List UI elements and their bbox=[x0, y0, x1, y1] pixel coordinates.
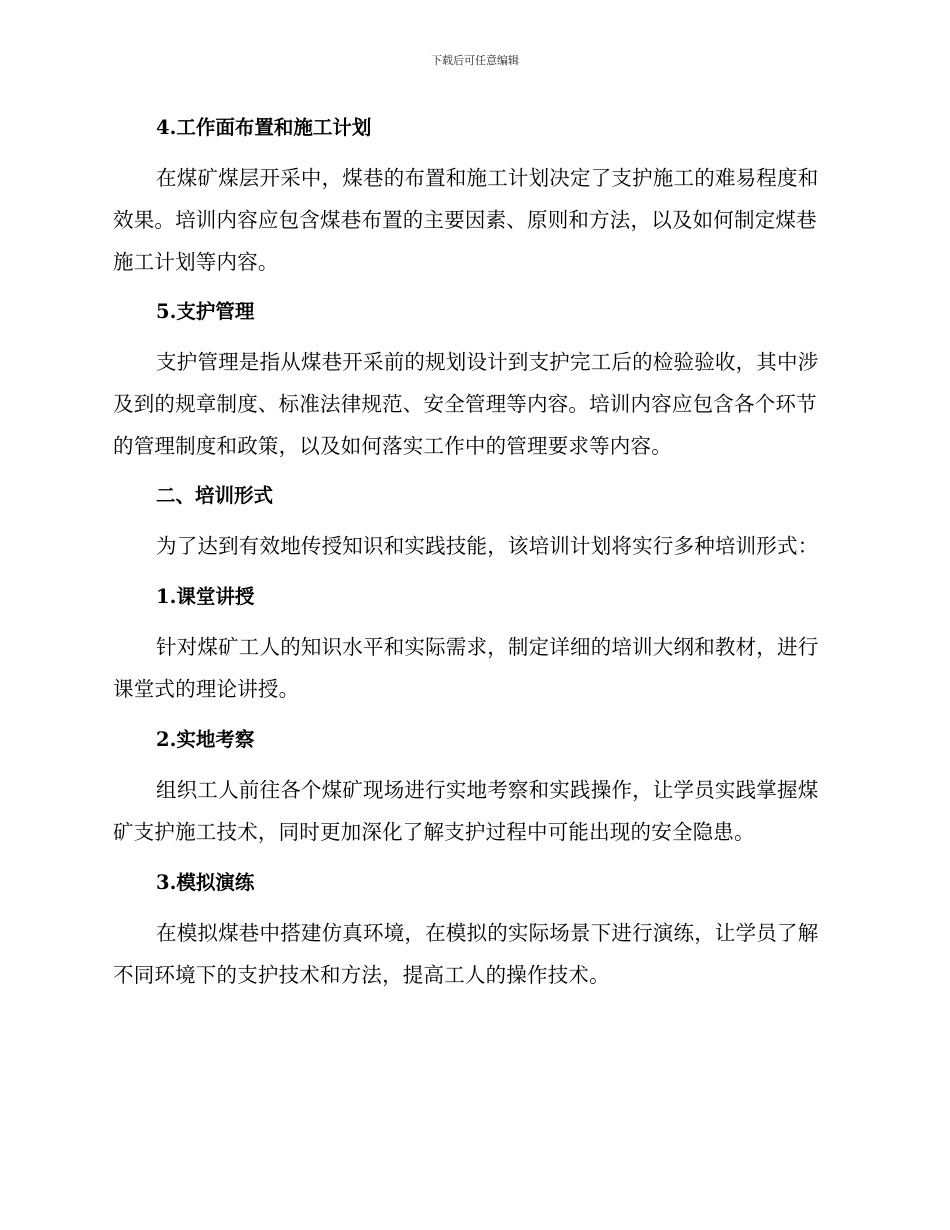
section-heading-training-form: 二、培训形式 bbox=[156, 484, 274, 507]
page-header-note: 下载后可任意编辑 bbox=[431, 54, 519, 67]
section-paragraph-support-management: 支护管理是指从煤巷开采前的规划设计到支护完工后的检验验收，其中涉及到的规章制度、标准法律规范、安全管理等内容。培训内容应包含各个环节的管理制度和政策，以及如何落实工作中的管理要求等内容。 bbox=[113, 350, 819, 458]
section-paragraph-field-visit: 组织工人前往各个煤矿现场进行实地考察和实践操作，让学员实践掌握煤矿支护施工技术，同时更加深化了解支护过程中可能出现的安全隐患。 bbox=[113, 778, 819, 844]
section-paragraph-simulation-drill: 在模拟煤巷中搭建仿真环境，在模拟的实际场景下进行演练，让学员了解不同环境下的支护技术和方法，提高工人的操作技术。 bbox=[113, 921, 819, 987]
section-paragraph-workface-layout: 在煤矿煤层开采中，煤巷的布置和施工计划决定了支护施工的难易程度和效果。培训内容应包含煤巷布置的主要因素、原则和方法，以及如何制定煤巷施工计划等内容。 bbox=[113, 166, 819, 274]
section-paragraph-classroom-lecture: 针对煤矿工人的知识水平和实际需求，制定详细的培训大纲和教材，进行课堂式的理论讲授。 bbox=[113, 635, 819, 701]
section-heading-classroom-lecture: 1.课堂讲授 bbox=[156, 585, 255, 608]
section-heading-support-management: 5.支护管理 bbox=[156, 300, 255, 323]
section-heading-workface-layout: 4.工作面布置和施工计划 bbox=[156, 116, 372, 139]
section-heading-field-visit: 2.实地考察 bbox=[156, 728, 255, 751]
section-heading-simulation-drill: 3.模拟演练 bbox=[156, 871, 255, 894]
section-paragraph-training-form: 为了达到有效地传授知识和实践技能，该培训计划将实行多种培训形式： bbox=[156, 534, 819, 558]
document-body bbox=[113, 109, 833, 1007]
